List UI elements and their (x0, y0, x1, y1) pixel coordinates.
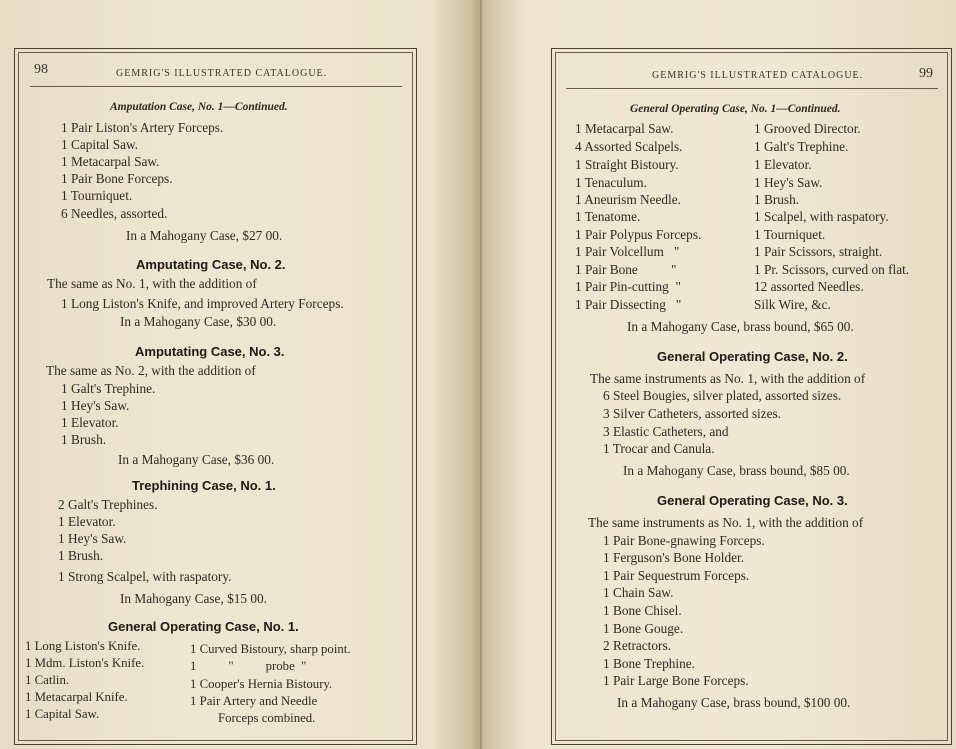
list-item: 1 Catlin. (25, 673, 70, 687)
section-intro: The same as No. 1, with the addition of (47, 276, 257, 291)
list-item: 1 Galt's Trephine. (754, 139, 849, 154)
list-item: 1 Hey's Saw. (58, 531, 127, 546)
list-item: 1 Elevator. (61, 415, 119, 430)
list-item: 2 Galt's Trephines. (58, 497, 158, 512)
list-item: 1 Cooper's Hernia Bistoury. (190, 677, 333, 691)
section-heading: Amputating Case, No. 3. (135, 344, 285, 359)
list-item: 1 Aneurism Needle. (575, 192, 681, 207)
price-line: In a Mahogany Case, $30 00. (120, 314, 277, 329)
list-item: 1 Metacarpal Knife. (25, 690, 128, 704)
list-item: 1 Brush. (58, 548, 104, 563)
list-item: 3 Elastic Catheters, and (603, 424, 729, 439)
list-item: 1 Pair Large Bone Forceps. (603, 673, 749, 688)
list-item: 1 Pair Bone " (575, 262, 677, 277)
list-item: 1 Bone Chisel. (603, 603, 682, 618)
list-item: 1 Bone Trephine. (603, 656, 695, 671)
list-item: 6 Needles, assorted. (61, 206, 168, 221)
list-item: 1 Pair Dissecting " (575, 297, 682, 312)
price-line: In a Mahogany Case, brass bound, $65 00. (627, 319, 854, 334)
list-item: 1 Pair Scissors, straight. (754, 244, 883, 259)
list-item: 3 Silver Catheters, assorted sizes. (603, 406, 781, 421)
list-item: 1 Tenaculum. (575, 175, 647, 190)
list-item: 1 Ferguson's Bone Holder. (603, 550, 745, 565)
list-item: 1 Metacarpal Saw. (61, 154, 160, 169)
list-item: 1 Elevator. (58, 514, 116, 529)
price-line: In a Mahogany Case, $36 00. (118, 452, 275, 467)
list-item: Forceps combined. (218, 711, 316, 725)
list-item: 1 Galt's Trephine. (61, 381, 156, 396)
book-gutter (480, 0, 482, 749)
section-heading: Amputating Case, No. 2. (136, 257, 286, 272)
list-item: 1 Pair Bone Forceps. (61, 171, 173, 186)
left-running-head: GEMRIG'S ILLUSTRATED CATALOGUE. (116, 68, 328, 79)
list-item: 6 Steel Bougies, silver plated, assorted sizes. (603, 388, 842, 403)
section-heading: General Operating Case, No. 3. (657, 493, 848, 508)
price-line: In Mahogany Case, $15 00. (120, 591, 267, 606)
general-continued-heading: General Operating Case, No. 1—Continued. (630, 103, 841, 115)
list-item: 1 Long Liston's Knife. (25, 639, 141, 653)
list-item: 1 Long Liston's Knife, and improved Artery Forceps. (61, 296, 344, 311)
list-item: 1 Tourniquet. (754, 227, 826, 242)
list-item: 1 Chain Saw. (603, 585, 674, 600)
section-intro: The same as No. 2, with the addition of (46, 363, 256, 378)
list-item: 1 Brush. (754, 192, 800, 207)
section-intro: The same instruments as No. 1, with the addition of (590, 371, 866, 386)
left-page-number: 98 (34, 62, 48, 77)
list-item: 1 Hey's Saw. (754, 175, 823, 190)
list-item: 1 Bone Gouge. (603, 621, 684, 636)
right-page-number: 99 (919, 66, 933, 81)
list-item: 1 Elevator. (754, 157, 812, 172)
section-heading: General Operating Case, No. 2. (657, 349, 848, 364)
price-line: In a Mahogany Case, $27 00. (126, 228, 283, 243)
list-item: Silk Wire, &c. (754, 297, 831, 312)
list-item: 4 Assorted Scalpels. (575, 139, 683, 154)
list-item: 1 Pair Liston's Artery Forceps. (61, 120, 224, 135)
list-item: 1 Pair Sequestrum Forceps. (603, 568, 750, 583)
list-item: 1 Pair Artery and Needle (190, 694, 318, 708)
right-head-rule (566, 88, 938, 89)
list-item: 1 " probe " (190, 659, 307, 673)
list-item: 1 Pr. Scissors, curved on flat. (754, 262, 910, 277)
list-item: 1 Tenatome. (575, 209, 641, 224)
right-running-head: GEMRIG'S ILLUSTRATED CATALOGUE. (652, 70, 864, 81)
list-item: 1 Trocar and Canula. (603, 441, 715, 456)
list-item: 1 Brush. (61, 432, 107, 447)
amputation-continued-heading: Amputation Case, No. 1—Continued. (110, 101, 288, 113)
list-item: 1 Curved Bistoury, sharp point. (190, 642, 351, 656)
list-item: 1 Pair Pin-cutting " (575, 279, 681, 294)
list-item: 1 Mdm. Liston's Knife. (25, 656, 145, 670)
list-item: 12 assorted Needles. (754, 279, 864, 294)
section-heading: General Operating Case, No. 1. (108, 619, 299, 634)
price-line: In a Mahogany Case, brass bound, $100 00. (617, 695, 851, 710)
list-item: 1 Grooved Director. (754, 121, 861, 136)
list-item: 1 Pair Polypus Forceps. (575, 227, 702, 242)
list-item: 1 Capital Saw. (25, 707, 100, 721)
left-head-rule (30, 86, 402, 87)
list-item: 1 Tourniquet. (61, 188, 133, 203)
section-intro: The same instruments as No. 1, with the addition of (588, 515, 864, 530)
list-item: 1 Straight Bistoury. (575, 157, 679, 172)
price-line: In a Mahogany Case, brass bound, $85 00. (623, 463, 850, 478)
list-item: 1 Capital Saw. (61, 137, 139, 152)
list-item: 2 Retractors. (603, 638, 671, 653)
section-heading: Trephining Case, No. 1. (132, 478, 276, 493)
list-item: 1 Strong Scalpel, with raspatory. (58, 569, 232, 584)
list-item: 1 Metacarpal Saw. (575, 121, 674, 136)
list-item: 1 Hey's Saw. (61, 398, 130, 413)
list-item: 1 Scalpel, with raspatory. (754, 209, 889, 224)
list-item: 1 Pair Volcellum " (575, 244, 680, 259)
list-item: 1 Pair Bone-gnawing Forceps. (603, 533, 765, 548)
